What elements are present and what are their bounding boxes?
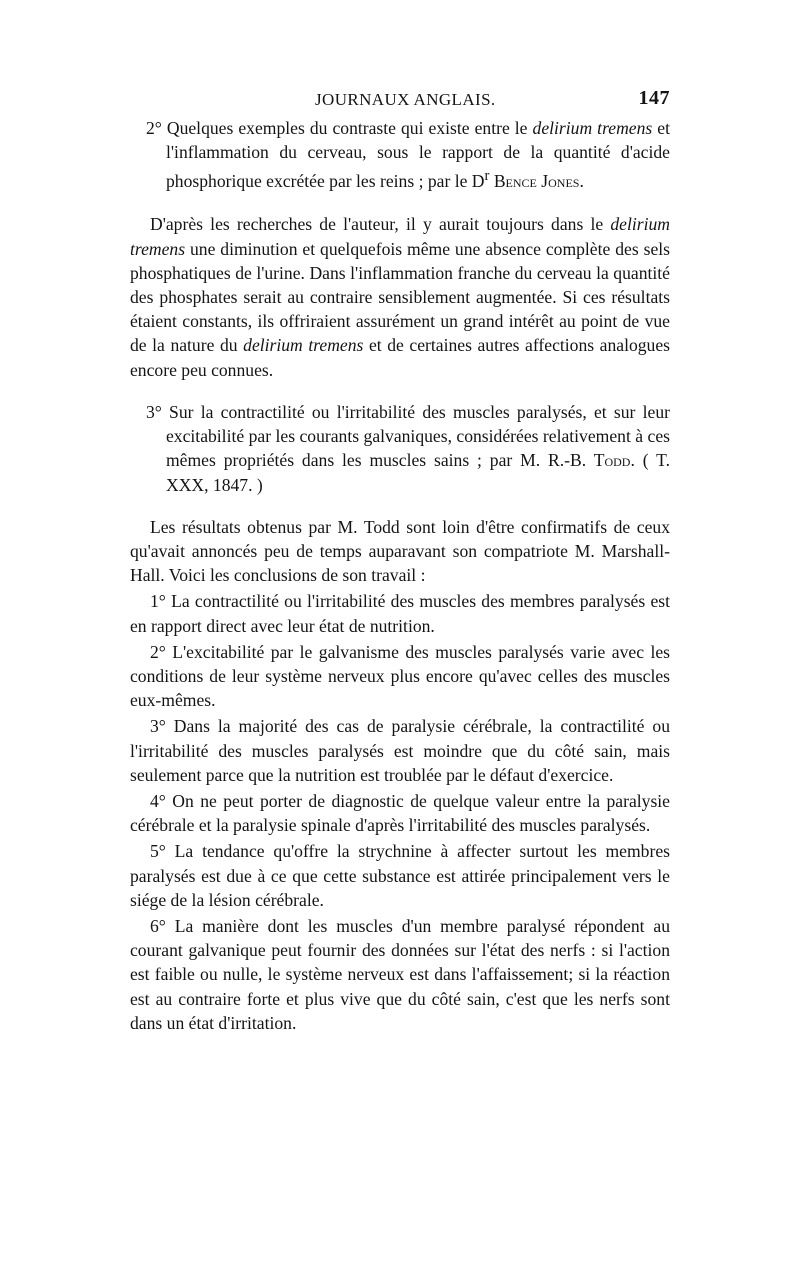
doctor-abbrev-sup: r <box>484 168 490 185</box>
page-number: 147 <box>638 87 670 109</box>
section-3-heading <box>130 400 670 497</box>
conclusion-item: 4° On ne peut porter de diagnostic de quelque valeur entre la paralysie cérébrale et la paralysie spinale d'après l'irritabilité des muscles paralysés. <box>130 790 670 836</box>
conclusion-item: 1° La contractilité ou l'irritabilité des muscles des membres paralysés est en rapport direct avec leur état de nutrition. <box>130 591 670 636</box>
section-2-paragraph <box>130 212 670 381</box>
running-title: JOURNAUX ANGLAIS. <box>315 90 496 109</box>
conclusion-item: 6° La manière dont les muscles d'un membre paralysé répondent au courant galvanique peut fournir des données sur l'état des nerfs : si l'action est faible ou nulle, le système nerveux est dans l'affaissement; si la réaction est au contraire forte et plus vive que du côté sain, c'est que les nerfs sont dans un état d'irritation. <box>130 915 670 1033</box>
section-3-reference: ( T. XXX, 1847. ) <box>166 450 670 495</box>
section-3-intro: Les résultats obtenus par M. Todd sont loin d'être confirmatifs de ceux qu'avait annoncés peu de temps auparavant son compatriote M. Marshall-Hall. Voici les conclusions de son travail : <box>130 516 670 586</box>
section-2-paragraph-term-2: delirium tremens <box>243 335 364 356</box>
section-2-paragraph-text: D'après les recherches de l'auteur, il y aurait toujours dans le <box>150 214 611 235</box>
section-2-paragraph-text-end: et de certaines autres affections analogues encore peu connues. <box>130 335 671 380</box>
section-2-paragraph-text-cont: une diminution et quelquefois même une absence complète des sels phosphatiques de l'urine. Dans l'inflammation franche du cerveau la quantité des phosphates serait au contraire sensiblement augmentée. Si ces résultats étaient constants, ils offriraient assurément un grand intérêt au point de vue de la nature du <box>130 238 670 356</box>
section-2-heading-text-cont: et l'inflammation du cerveau, sous le rapport de la quantité d'acide phosphorique excrétée par les reins ; par le D <box>166 118 670 192</box>
conclusion-item: 2° L'excitabilité par le galvanisme des muscles paralysés varie avec les conditions de leur système nerveux plus encore qu'avec celles des muscles eux-mêmes. <box>130 641 670 711</box>
running-header <box>130 88 670 112</box>
section-2-heading-text: 2° Quelques exemples du contraste qui existe entre le <box>146 118 533 138</box>
section-3-heading-text: 3° Sur la contractilité ou l'irritabilité des muscles paralysés, et sur leur excitabilité par les courants galvaniques, considérées relativement à ces mêmes propriétés dans les muscles sains ; par M. R.-B. <box>146 401 670 471</box>
conclusion-item: 5° La tendance qu'offre la strychnine à affecter surtout les membres paralysés est due à ce que cette substance est attirée principalement vers le siége de la lésion cérébrale. <box>130 841 670 910</box>
conclusion-item: 3° Dans la majorité des cas de paralysie cérébrale, la contractilité ou l'irritabilité des muscles paralysés est moindre que du côté sain, mais seulement parce que la nutrition est troublée par le défaut d'exercice. <box>130 716 670 785</box>
section-2-heading-term: delirium tremens <box>532 118 653 138</box>
section-2-author: Bence Jones. <box>489 171 584 192</box>
section-3-author: Todd. <box>586 450 635 471</box>
book-page <box>130 88 670 1035</box>
section-2-paragraph-term: delirium tremens <box>130 214 670 259</box>
section-2-heading <box>130 116 670 193</box>
